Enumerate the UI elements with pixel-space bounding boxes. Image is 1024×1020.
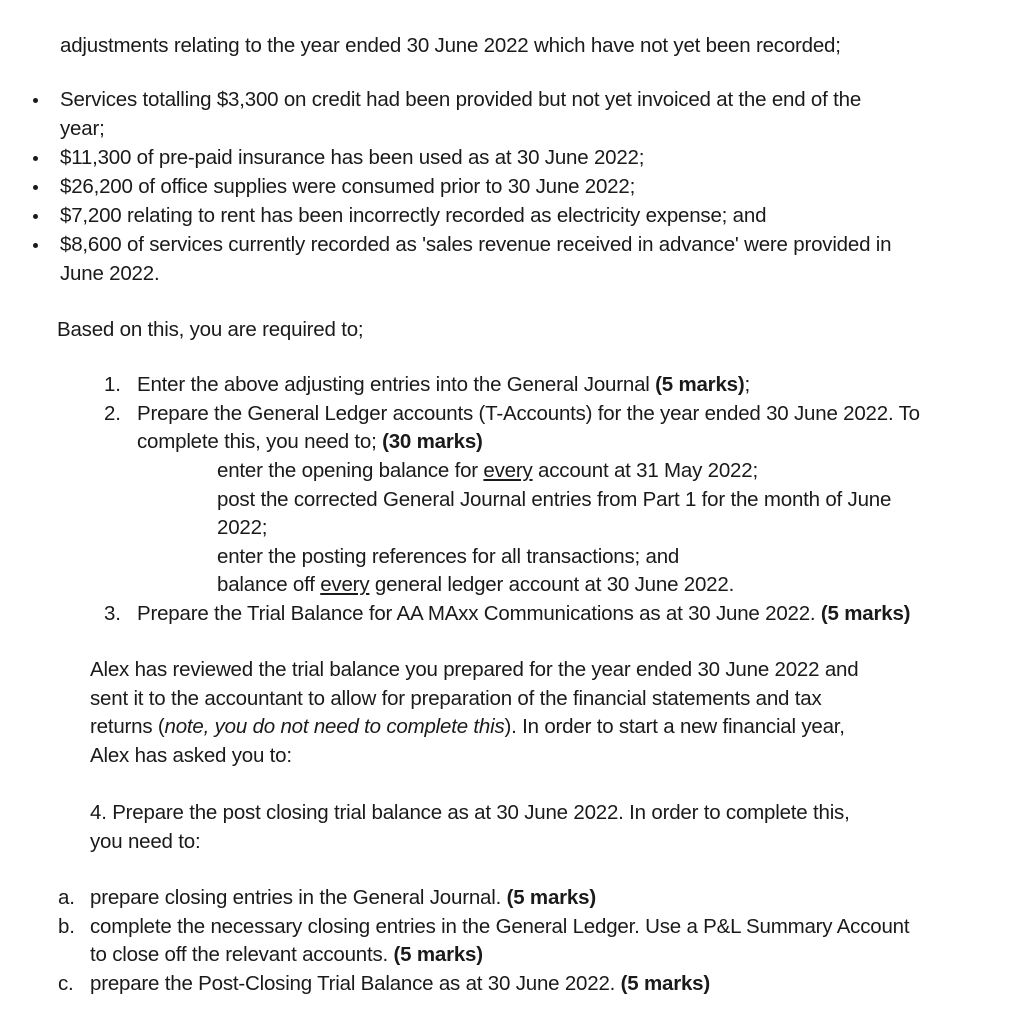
subtask-label: a.: [58, 886, 75, 909]
task-4-line-1: 4. Prepare the post closing trial balance as at 30 June 2022. In order to complete this,: [90, 801, 850, 824]
adjustment-item: $26,200 of office supplies were consumed prior to 30 June 2022;: [60, 175, 636, 198]
review-text: ). In order to start a new financial year,: [504, 715, 845, 738]
subtask-c: [90, 970, 710, 998]
task-4-line-2: you need to:: [90, 830, 201, 853]
task-number: 3.: [104, 602, 121, 625]
task-3-text: Prepare the Trial Balance for AA MAxx Communications as at 30 June 2022.: [137, 602, 821, 625]
sub-text: enter the opening balance for: [217, 459, 484, 482]
bullet-icon: [33, 214, 38, 219]
task-1: [137, 371, 750, 399]
bullet-icon: [33, 156, 38, 161]
subtask-text: to close off the relevant accounts.: [90, 943, 394, 966]
task-2-sub-2: post the corrected General Journal entries from Part 1 for the month of June: [217, 488, 892, 511]
adjustment-item: Services totalling $3,300 on credit had been provided but not yet invoiced at the end of the: [60, 88, 862, 111]
task-number: 1.: [104, 373, 121, 396]
task-2-sub-4: [217, 571, 734, 599]
task-1-text: Enter the above adjusting entries into the General Journal: [137, 373, 656, 396]
subtask-text: prepare closing entries in the General Journal.: [90, 886, 507, 909]
task-2-line-1: Prepare the General Ledger accounts (T-Accounts) for the year ended 30 June 2022. To: [137, 402, 920, 425]
subtask-marks: (5 marks): [506, 886, 596, 909]
adjustment-item: $8,600 of services currently recorded as 'sales revenue received in advance' were provided in: [60, 233, 892, 256]
task-number: 2.: [104, 402, 121, 425]
required-intro: Based on this, you are required to;: [57, 318, 364, 341]
bullet-icon: [33, 243, 38, 248]
review-text: returns (: [90, 715, 165, 738]
subtask-label: b.: [58, 915, 75, 938]
review-line: sent it to the accountant to allow for preparation of the financial statements and tax: [90, 687, 822, 710]
sub-underline: every: [483, 459, 533, 482]
subtask-text: prepare the Post-Closing Trial Balance as at 30 June 2022.: [90, 972, 621, 995]
sub-underline: every: [320, 573, 370, 596]
review-line: [90, 713, 845, 741]
adjustment-item: $11,300 of pre-paid insurance has been used as at 30 June 2022;: [60, 146, 645, 169]
adjustment-item-cont: year;: [60, 117, 105, 140]
task-3-marks: (5 marks): [820, 602, 911, 625]
intro-line: adjustments relating to the year ended 30 June 2022 which have not yet been recorded;: [60, 34, 841, 57]
subtask-marks: (5 marks): [393, 943, 483, 966]
review-line: Alex has reviewed the trial balance you prepared for the year ended 30 June 2022 and: [90, 658, 859, 681]
adjustment-item: $7,200 relating to rent has been incorrectly recorded as electricity expense; and: [60, 204, 767, 227]
subtask-b-line-2: [90, 941, 483, 969]
subtask-b-line-1: complete the necessary closing entries in the General Ledger. Use a P&L Summary Account: [90, 915, 910, 938]
task-2-marks: (30 marks): [382, 430, 483, 453]
subtask-marks: (5 marks): [620, 972, 710, 995]
sub-text: account at 31 May 2022;: [532, 459, 758, 482]
subtask-a: [90, 884, 596, 912]
task-2-sub-3: enter the posting references for all transactions; and: [217, 545, 680, 568]
task-2-sub-1: [217, 457, 758, 485]
bullet-icon: [33, 98, 38, 103]
task-2-sub-2-cont: 2022;: [217, 516, 268, 539]
task-1-end: ;: [744, 373, 750, 396]
task-1-marks: (5 marks): [655, 373, 745, 396]
sub-text: balance off: [217, 573, 321, 596]
bullet-icon: [33, 185, 38, 190]
review-line: Alex has asked you to:: [90, 744, 292, 767]
review-note: note, you do not need to complete this: [164, 715, 505, 738]
sub-text: general ledger account at 30 June 2022.: [369, 573, 735, 596]
task-2-line-2: [137, 428, 483, 456]
subtask-label: c.: [58, 972, 74, 995]
task-2-text: complete this, you need to;: [137, 430, 383, 453]
adjustment-item-cont: June 2022.: [60, 262, 160, 285]
task-3: [137, 600, 910, 628]
